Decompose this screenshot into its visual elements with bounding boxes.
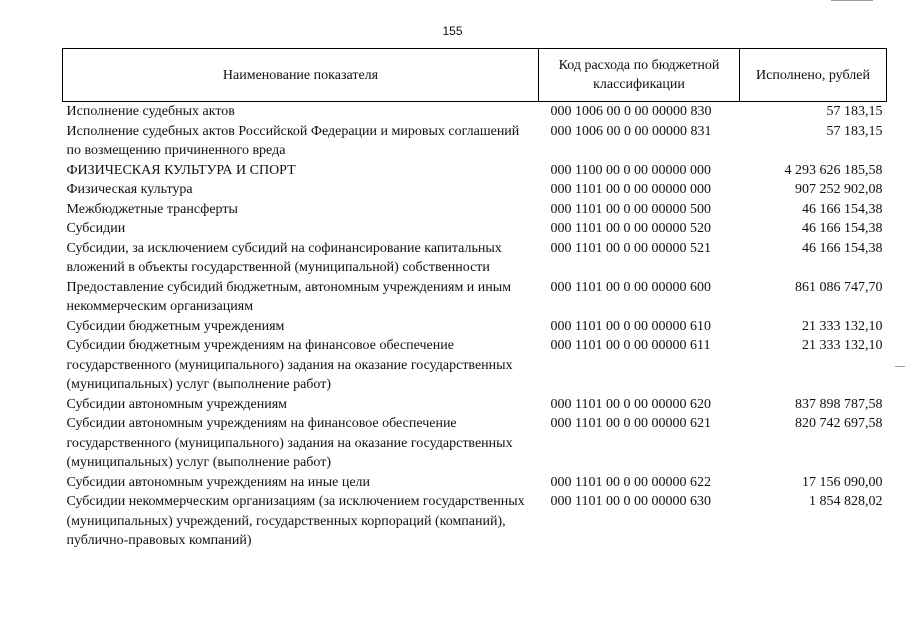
table-row — [63, 122, 887, 161]
row-amount: 837 898 787,58 — [795, 396, 883, 412]
row-name: Межбюджетные трансферты — [66, 201, 238, 217]
scan-artifact-right-dash — [895, 366, 905, 367]
row-code: 000 1101 00 0 00 00000 621 — [550, 416, 711, 431]
row-name: Субсидии автономным учреждениям на иные цели — [66, 474, 371, 490]
row-code: 000 1101 00 0 00 00000 000 — [550, 182, 711, 197]
row-code: 000 1101 00 0 00 00000 622 — [550, 474, 711, 490]
row-code: 000 1101 00 0 00 00000 611 — [550, 338, 711, 353]
row-name: Субсидии некоммерческим организациям (за исключением государственных (муниципальных) учреждений, государственных корпораций (компаний), публично-правовых компаний) — [66, 494, 525, 548]
table-body — [63, 102, 887, 551]
row-code: 000 1006 00 0 00 00000 831 — [550, 123, 712, 139]
table-header — [63, 49, 887, 102]
row-code: 000 1101 00 0 00 00000 500 — [550, 201, 711, 217]
row-name: Субсидии автономным учреждениям на финансовое обеспечение государственного (муниципального) задания на оказание государственных (муниципальных) услуг (выполнение работ) — [66, 416, 513, 470]
row-name: Исполнение судебных актов Российской Федерации и мировых соглашений по возмещению причиненного вреда — [66, 123, 520, 158]
row-name: Субсидии бюджетным учреждениям на финансовое обеспечение государственного (муниципального) задания на оказание государственных (муниципальных) услуг (выполнение работ) — [66, 338, 513, 392]
row-code: 000 1101 00 0 00 00000 630 — [550, 494, 711, 509]
row-code: 000 1101 00 0 00 00000 600 — [550, 279, 711, 295]
row-code: 000 1006 00 0 00 00000 830 — [550, 104, 712, 119]
row-name: Предоставление субсидий бюджетным, автономным учреждениям и иным некоммерческим организациям — [66, 279, 512, 314]
table-row — [63, 317, 887, 337]
row-amount: 21 333 132,10 — [802, 318, 883, 334]
row-amount: 57 183,15 — [826, 123, 883, 139]
table-row — [63, 395, 887, 415]
row-amount: 46 166 154,38 — [802, 221, 883, 236]
row-code: 000 1101 00 0 00 00000 521 — [550, 240, 711, 256]
header-name: Наименование показателя — [63, 49, 539, 102]
row-amount: 21 333 132,10 — [802, 338, 883, 353]
table-row — [63, 200, 887, 220]
row-amount: 46 166 154,38 — [802, 201, 883, 217]
table-row — [63, 161, 887, 181]
table-row — [63, 492, 887, 551]
header-row — [63, 49, 887, 102]
table-row — [63, 239, 887, 278]
header-amount: Исполнено, рублей — [740, 49, 887, 102]
table-row — [63, 219, 887, 239]
budget-execution-table — [62, 48, 887, 551]
row-amount: 820 742 697,58 — [795, 416, 883, 431]
row-name: Субсидии бюджетным учреждениям — [66, 318, 285, 334]
row-name: Субсидии, за исключением субсидий на софинансирование капитальных вложений в объекты государственной (муниципальной) собственности — [66, 240, 502, 275]
row-code: 000 1101 00 0 00 00000 520 — [550, 221, 711, 236]
table-row — [63, 102, 887, 122]
table-row — [63, 473, 887, 493]
row-code: 000 1101 00 0 00 00000 620 — [550, 396, 711, 412]
row-amount: 46 166 154,38 — [802, 240, 883, 256]
table-row — [63, 336, 887, 395]
table-row — [63, 414, 887, 473]
row-amount: 907 252 902,08 — [795, 182, 883, 197]
row-code: 000 1101 00 0 00 00000 610 — [550, 318, 711, 334]
row-name: ФИЗИЧЕСКАЯ КУЛЬТУРА И СПОРТ — [66, 162, 296, 178]
row-amount: 861 086 747,70 — [795, 279, 883, 295]
row-name: Физическая культура — [66, 182, 193, 197]
table-row — [63, 180, 887, 200]
row-code: 000 1100 00 0 00 00000 000 — [550, 162, 711, 178]
row-name: Исполнение судебных актов — [66, 104, 235, 119]
row-name: Субсидии — [66, 221, 126, 236]
scan-artifact-top-right — [831, 0, 873, 1]
page-number: 155 — [442, 24, 463, 38]
row-name: Субсидии автономным учреждениям — [66, 396, 288, 412]
header-code: Код расхода по бюджетной классификации — [539, 49, 740, 102]
table-row — [63, 278, 887, 317]
row-amount: 1 854 828,02 — [809, 494, 883, 509]
row-amount: 4 293 626 185,58 — [784, 162, 883, 178]
row-amount: 17 156 090,00 — [802, 474, 883, 490]
row-amount: 57 183,15 — [826, 104, 883, 119]
